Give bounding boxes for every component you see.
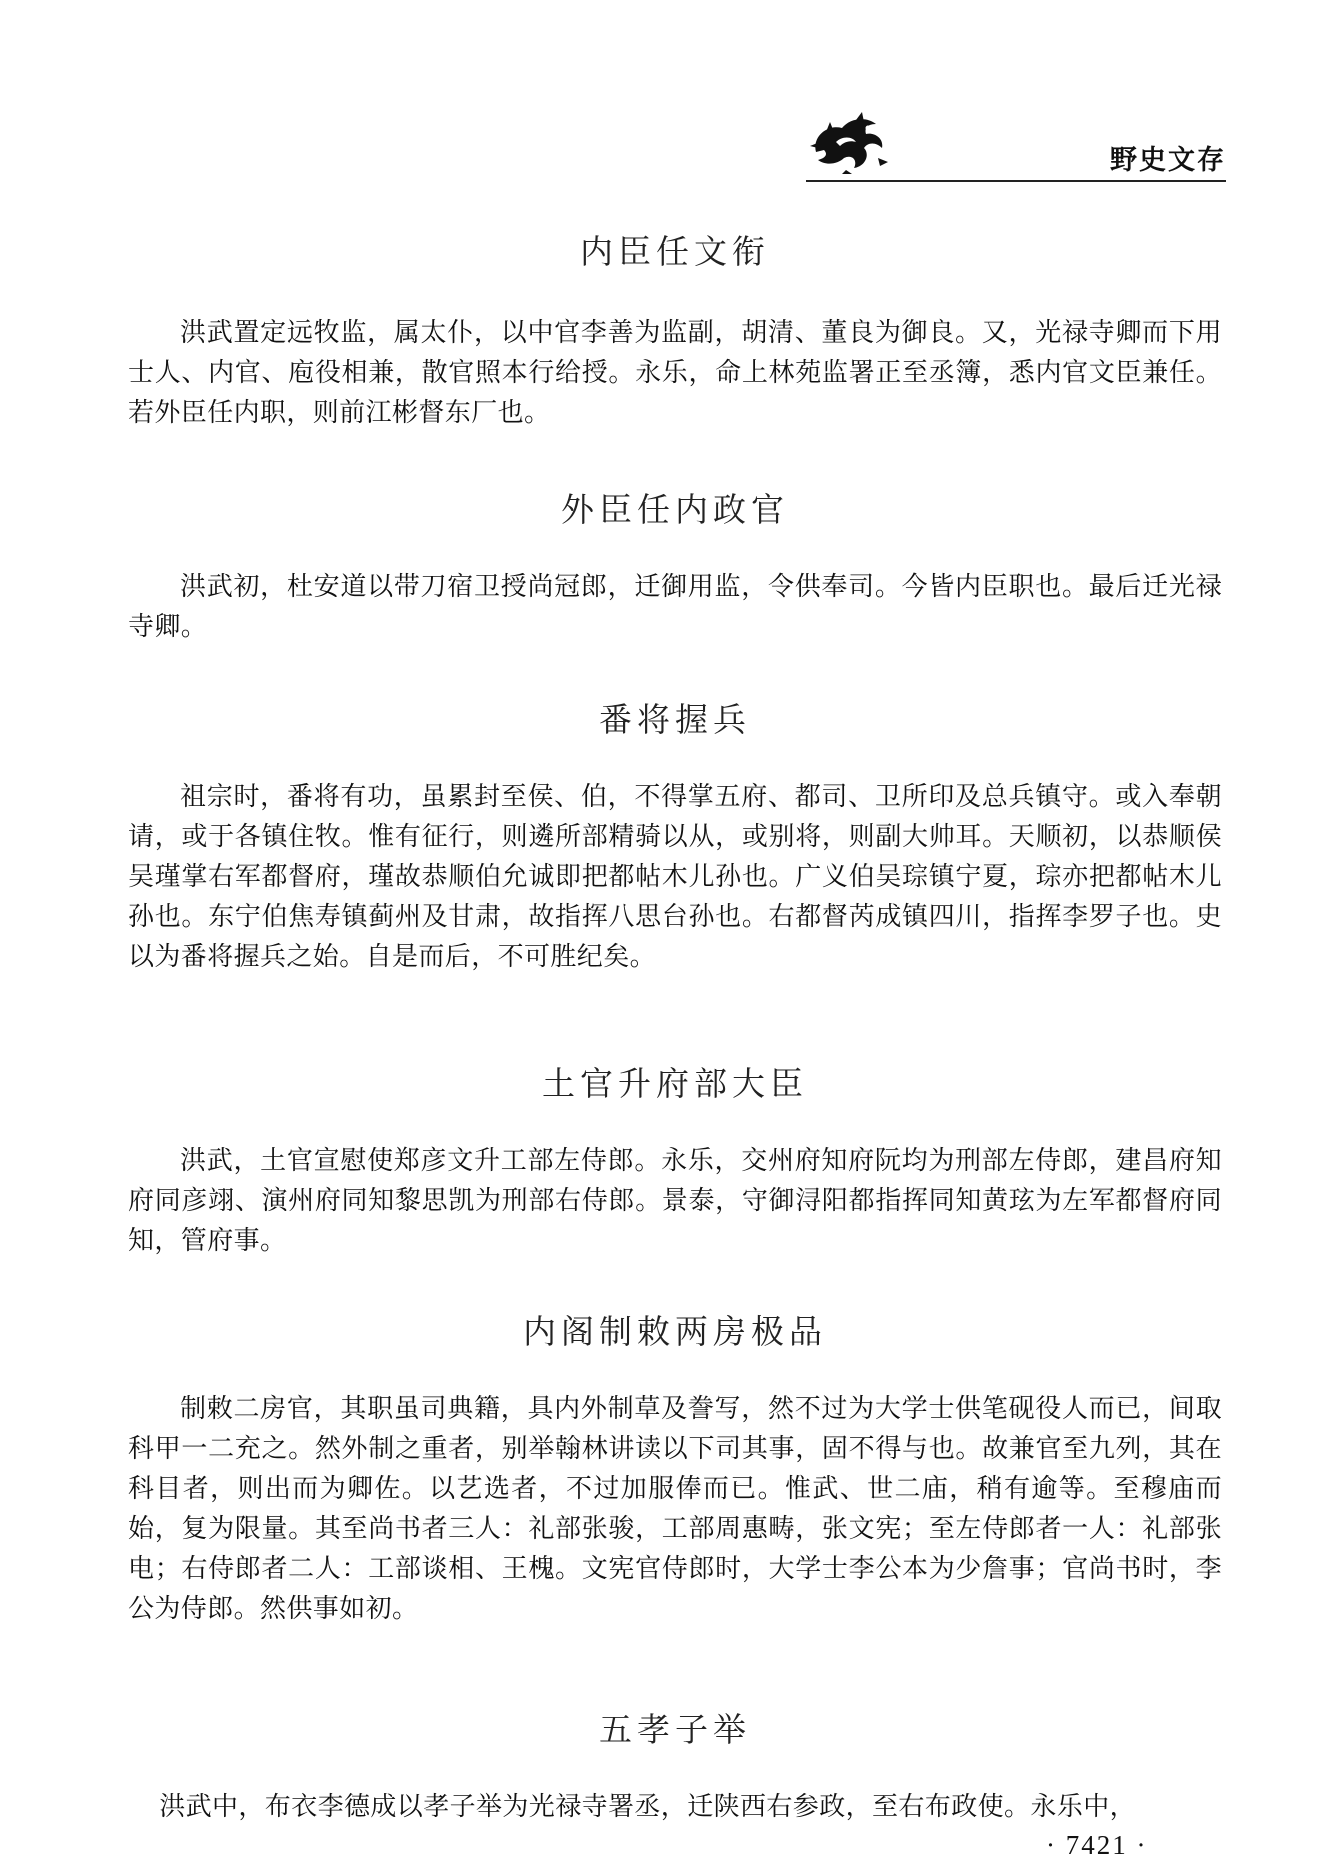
section-title: 内阁制敕两房极品 xyxy=(523,1312,827,1351)
section-paragraph: 洪武置定远牧监，属太仆，以中官李善为监副，胡清、董良为御良。又，光禄寺卿而下用士人、内官、庖役相兼，散官照本行给授。永乐，命上林苑监署正至丞簿，悉内官文臣兼任。若外臣任内职，则前江彬督东厂也。 xyxy=(128,318,1222,428)
section-paragraph: 洪武，土官宣慰使郑彦文升工部左侍郎。永乐，交州府知府阮均为刑部左侍郎，建昌府知府同彦翊、演州府同知黎思凯为刑部右侍郎。景泰，守御浔阳都指挥同知黄玹为左军都督府同知，管府事。 xyxy=(128,1146,1222,1256)
section xyxy=(128,1058,1222,1261)
section-title: 五孝子举 xyxy=(599,1710,751,1749)
section-title: 外臣任内政官 xyxy=(561,490,789,529)
page-number: · 7421 · xyxy=(1046,1830,1148,1860)
section-title: 土官升府部大臣 xyxy=(542,1064,808,1103)
dragon-emblem-icon xyxy=(806,112,892,176)
book-title: 野史文存 xyxy=(1110,145,1226,176)
header-rule xyxy=(806,180,1226,182)
section xyxy=(128,484,1222,647)
section xyxy=(128,1704,1222,1827)
section-title: 番将握兵 xyxy=(599,700,751,739)
section-paragraph: 洪武初，杜安道以带刀宿卫授尚冠郎，迁御用监，令供奉司。今皆内臣职也。最后迁光禄寺卿。 xyxy=(128,572,1222,642)
section xyxy=(128,1306,1222,1629)
section xyxy=(128,694,1222,977)
section-paragraph: 祖宗时，番将有功，虽累封至侯、伯，不得掌五府、都司、卫所印及总兵镇守。或入奉朝请，或于各镇住牧。惟有征行，则遴所部精骑以从，或别将，则副大帅耳。天顺初，以恭顺侯吴瑾掌右军都督府，瑾故恭顺伯允诚即把都帖木儿孙也。广义伯吴琮镇宁夏，琮亦把都帖木儿孙也。东宁伯焦寿镇蓟州及甘肃，故指挥八思台孙也。右都督芮成镇四川，指挥李罗子也。史以为番将握兵之始。自是而后，不可胜纪矣。 xyxy=(128,782,1222,972)
section-title: 内臣任文衔 xyxy=(580,232,770,271)
section xyxy=(128,226,1222,433)
section-paragraph: 制敕二房官，其职虽司典籍，具内外制草及誊写，然不过为大学士供笔砚役人而已，间取科甲一二充之。然外制之重者，别举翰林讲读以下司其事，固不得与也。故兼官至九列，其在科目者，则出而为卿佐。以艺选者，不过加服俸而已。惟武、世二庙，稍有逾等。至穆庙而始，复为限量。其至尚书者三人：礼部张骏，工部周惠畴，张文宪；至左侍郎者一人：礼部张电；右侍郎者二人：工部谈相、王槐。文宪官侍郎时，大学士李公本为少詹事；官尚书时，李公为侍郎。然供事如初。 xyxy=(128,1394,1222,1624)
section-paragraph: 洪武中，布衣李德成以孝子举为光禄寺署丞，迁陕西右参政，至右布政使。永乐中， xyxy=(159,1792,1136,1822)
running-header xyxy=(806,108,1226,188)
